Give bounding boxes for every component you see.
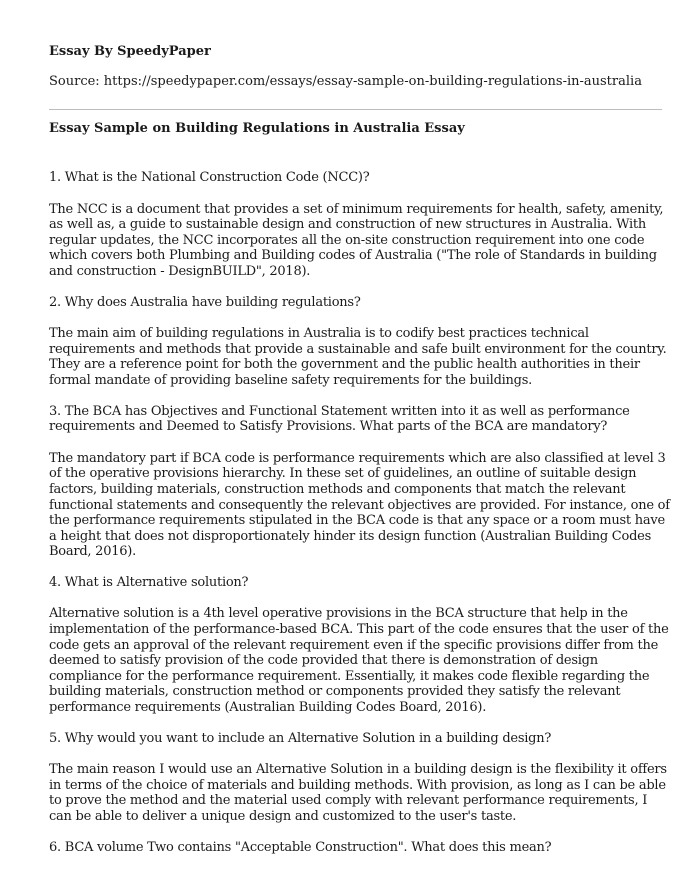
question: 5. Why would you want to include an Alternative Solution in a building design? <box>49 730 552 746</box>
question: 2. Why does Australia have building regulations? <box>49 294 361 310</box>
answer: The mandatory part if BCA code is performance requirements which are also classified at level 3 of the operative provisions hierarchy. In these set of guidelines, an outline of suitable design factors, building materials, construction methods and components that match the relevant functional statements and consequently the relevant objectives are provided. For instance, one of the performance requirements stipulated in the BCA code is that any space or a room must have a height that does not disproportionately hinder its design function (Australian Building Codes Board, 2016). <box>49 450 670 560</box>
question: 6. BCA volume Two contains "Acceptable Construction". What does this mean? <box>49 839 552 855</box>
answer: Alternative solution is a 4th level operative provisions in the BCA structure that help in the implementation of the performance-based BCA. This part of the code ensures that the user of the code gets an approval of the relevant requirement even if the specific provisions differ from the deemed to satisfy provision of the code provided that there is demonstration of design compliance for the performance requirement. Essentially, it makes code flexible regarding the building materials, construction method or components provided they satisfy the relevant performance requirements (Australian Building Codes Board, 2016). <box>49 606 669 716</box>
qa-section-5 <box>49 731 670 825</box>
qa-section-1 <box>49 170 670 280</box>
answer: The main aim of building regulations in Australia is to codify best practices technical requirements and methods that provide a sustainable and safe built environment for the country. They are a reference point for both the government and the public health authorities in their formal mandate of providing baseline safety requirements for the buildings. <box>49 326 667 388</box>
qa-section-2 <box>49 295 670 389</box>
essay-body <box>49 170 670 871</box>
question: 3. The BCA has Objectives and Functional Statement written into it as well as performance requirements and Deemed to Satisfy Provisions. What parts of the BCA are mandatory? <box>49 403 630 435</box>
qa-section-6 <box>49 840 670 856</box>
essay-title: Essay Sample on Building Regulations in Australia Essay <box>49 121 465 136</box>
source-line: Source: https://speedypaper.com/essays/essay-sample-on-building-regulations-in-australia <box>49 74 642 89</box>
question: 1. What is the National Construction Code (NCC)? <box>49 170 370 185</box>
answer: The NCC is a document that provides a set of minimum requirements for health, safety, amenity, as well as, a guide to sustainable design and construction of new structures in Australia. With regular updates, the NCC incorporates all the on-site construction requirement into one code which covers both Plumbing and Building codes of Australia ("The role of Standards in building and construction - DesignBUILD", 2018). <box>49 201 664 279</box>
qa-section-3 <box>49 404 670 560</box>
qa-section-4 <box>49 575 670 716</box>
question: 4. What is Alternative solution? <box>49 574 249 590</box>
brand-heading: Essay By SpeedyPaper <box>49 44 211 59</box>
header-divider <box>49 109 662 110</box>
answer: The main reason I would use an Alternative Solution in a building design is the flexibility it offers in terms of the choice of materials and building methods. With provision, as long as I can be able to prove the method and the material used comply with relevant performance requirements, I can be able to deliver a unique design and customized to the user's taste. <box>49 762 667 824</box>
